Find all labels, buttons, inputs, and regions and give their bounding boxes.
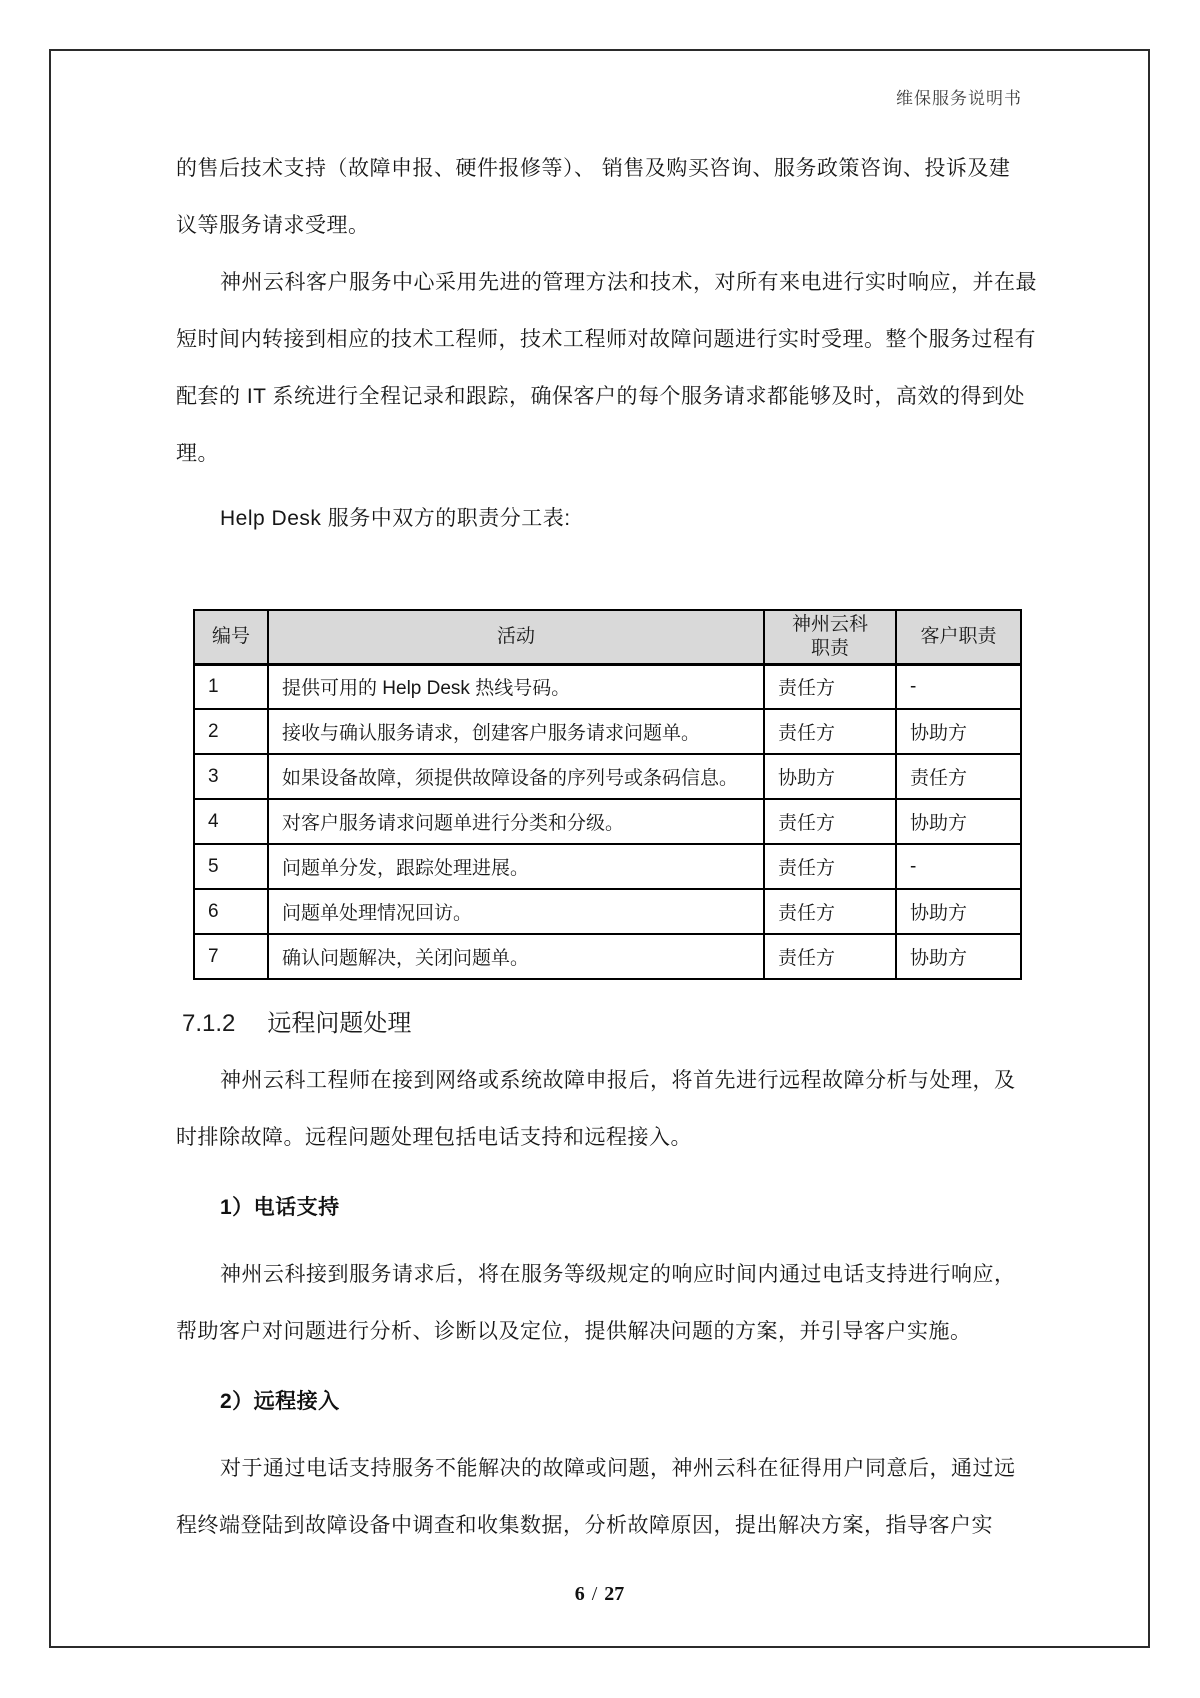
- cell-number: 3: [194, 754, 268, 799]
- cell-activity: 接收与确认服务请求，创建客户服务请求问题单。: [268, 709, 764, 754]
- header-cell-number: 编号: [194, 610, 268, 664]
- text-line: 短时间内转接到相应的技术工程师，技术工程师对故障问题进行实时受理。整个服务过程有: [176, 328, 1036, 351]
- cell-customer: -: [896, 664, 1021, 709]
- cell-vendor: 责任方: [764, 844, 896, 889]
- text-line: 神州云科工程师在接到网络或系统故障申报后，将首先进行远程故障分析与处理，及: [220, 1069, 1016, 1092]
- table-row: [194, 664, 1021, 709]
- cell-vendor: 责任方: [764, 889, 896, 934]
- cell-activity: 确认问题解决，关闭问题单。: [268, 934, 764, 979]
- section-number: 7.1.2: [182, 1010, 236, 1037]
- footer-total-pages: 27: [604, 1583, 625, 1605]
- table-intro: [176, 490, 1038, 547]
- cell-activity: 如果设备故障，须提供故障设备的序列号或条码信息。: [268, 754, 764, 799]
- page-footer: [49, 1583, 1150, 1606]
- cell-activity: 问题单分发，跟踪处理进展。: [268, 844, 764, 889]
- cell-vendor: 责任方: [764, 664, 896, 709]
- cell-number: 5: [194, 844, 268, 889]
- text-line: 对于通过电话支持服务不能解决的故障或问题，神州云科在征得用户同意后，通过远: [220, 1457, 1016, 1480]
- text-line: 的售后技术支持（故障申报、硬件报修等）、 销售及购买咨询、服务政策咨询、投诉及建: [176, 157, 1011, 180]
- table-row: [194, 934, 1021, 979]
- section-title: 远程问题处理: [267, 1010, 412, 1037]
- cell-customer: 协助方: [896, 889, 1021, 934]
- cell-number: 7: [194, 934, 268, 979]
- cell-number: 1: [194, 664, 268, 709]
- responsibility-table: [193, 609, 1022, 980]
- cell-vendor: 责任方: [764, 799, 896, 844]
- header-vendor-line1: 神州云科: [791, 614, 868, 635]
- table-row: [194, 889, 1021, 934]
- paragraph-remote-access: [176, 1440, 1038, 1554]
- table-row: [194, 709, 1021, 754]
- subsection-heading-remote-access: 2）远程接入: [220, 1390, 340, 1413]
- cell-customer: 协助方: [896, 934, 1021, 979]
- cell-vendor: 责任方: [764, 934, 896, 979]
- paragraph-continuation: [176, 140, 1038, 254]
- table-header-row: [194, 610, 1021, 664]
- footer-page-number: 6: [574, 1583, 585, 1605]
- subsection-heading-phone-support: 1）电话支持: [220, 1196, 340, 1219]
- table-row: [194, 754, 1021, 799]
- footer-separator: /: [591, 1583, 598, 1605]
- text-line: 配套的 IT 系统进行全程记录和跟踪，确保客户的每个服务请求都能够及时，高效的得到处: [176, 385, 1025, 408]
- text-line: 神州云科接到服务请求后，将在服务等级规定的响应时间内通过电话支持进行响应，: [220, 1263, 1016, 1286]
- text-line: 议等服务请求受理。: [176, 214, 370, 237]
- cell-customer: 协助方: [896, 709, 1021, 754]
- text-line: Help Desk 服务中双方的职责分工表:: [220, 507, 571, 530]
- header-cell-vendor-responsibility: [764, 610, 896, 664]
- cell-number: 6: [194, 889, 268, 934]
- cell-customer: 协助方: [896, 799, 1021, 844]
- paragraph-phone-support: [176, 1246, 1038, 1360]
- text-line: 时排除故障。远程问题处理包括电话支持和远程接入。: [176, 1126, 692, 1149]
- cell-activity: 提供可用的 Help Desk 热线号码。: [268, 664, 764, 709]
- page-header-title: 维保服务说明书: [896, 89, 1022, 108]
- cell-vendor: 责任方: [764, 709, 896, 754]
- cell-customer: -: [896, 844, 1021, 889]
- paragraph-remote-handling: [176, 1052, 1038, 1166]
- cell-number: 4: [194, 799, 268, 844]
- cell-activity: 问题单处理情况回访。: [268, 889, 764, 934]
- table-row: [194, 799, 1021, 844]
- text-line: 神州云科客户服务中心采用先进的管理方法和技术，对所有来电进行实时响应，并在最: [220, 271, 1037, 294]
- section-heading-7-1-2: [182, 1006, 1038, 1042]
- header-cell-activity: 活动: [268, 610, 764, 664]
- text-line: 程终端登陆到故障设备中调查和收集数据，分析故障原因，提出解决方案，指导客户实: [176, 1514, 993, 1537]
- paragraph-service-center: [176, 254, 1038, 482]
- cell-vendor: 协助方: [764, 754, 896, 799]
- document-content: [176, 140, 1038, 1554]
- text-line: 帮助客户对问题进行分析、诊断以及定位，提供解决问题的方案，并引导客户实施。: [176, 1320, 972, 1343]
- table-row: [194, 844, 1021, 889]
- text-line: 理。: [176, 442, 219, 465]
- header-cell-customer-responsibility: 客户职责: [896, 610, 1021, 664]
- cell-customer: 责任方: [896, 754, 1021, 799]
- cell-number: 2: [194, 709, 268, 754]
- header-vendor-line2: 职责: [810, 637, 849, 659]
- cell-activity: 对客户服务请求问题单进行分类和分级。: [268, 799, 764, 844]
